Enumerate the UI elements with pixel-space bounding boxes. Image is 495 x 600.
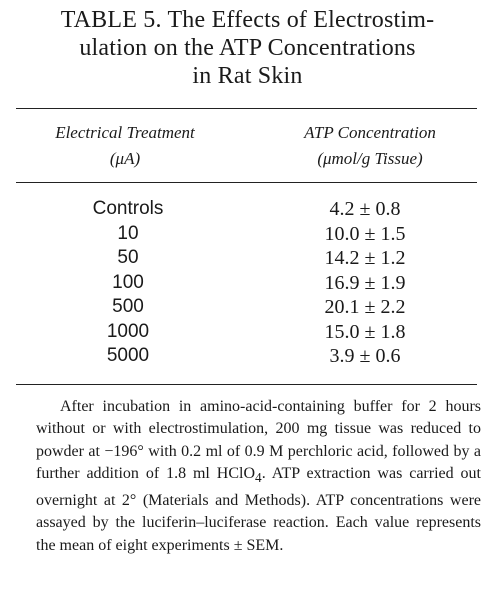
atp-header-unit: (μmol/g Tissue): [317, 149, 423, 168]
footnote-subscript: 4: [255, 470, 262, 486]
treatment-header-label: Electrical Treatment: [55, 123, 195, 142]
atp-cell: 4.2 ± 0.8: [329, 198, 401, 220]
table-row: [0, 246, 495, 271]
footnote-text: . ATP extraction was carried out overnight at 2° (Materials and Methods). ATP concentrations were assayed by the luciferin–luciferase reaction. Each value represents the mean of eight experiments ± SEM.: [36, 465, 481, 554]
treatment-column-header: [30, 120, 220, 172]
table-title: [20, 6, 475, 90]
treatment-cell: Controls: [92, 198, 164, 219]
title-line: ulation on the ATP Concentrations: [79, 35, 416, 61]
table-body: [0, 197, 495, 369]
treatment-header-unit: (μA): [109, 149, 141, 168]
table-footnote: [36, 396, 481, 557]
atp-cell: 15.0 ± 1.8: [324, 320, 406, 343]
table-row: [0, 295, 495, 320]
treatment-cell: 1000: [106, 320, 150, 342]
table-row: [0, 222, 495, 247]
title-line: in Rat Skin: [192, 63, 303, 89]
atp-cell: 14.2 ± 1.2: [324, 247, 406, 269]
treatment-cell: 10: [117, 222, 139, 244]
atp-cell: 3.9 ± 0.6: [329, 345, 401, 367]
table-row: [0, 344, 495, 369]
treatment-cell: 5000: [106, 345, 150, 366]
atp-cell: 10.0 ± 1.5: [324, 222, 406, 245]
table-row: [0, 271, 495, 296]
treatment-cell: 50: [117, 247, 139, 268]
title-line: TABLE 5. The Effects of Electrostim-: [60, 7, 435, 33]
atp-cell: 16.9 ± 1.9: [324, 271, 406, 294]
atp-cell: 20.1 ± 2.2: [324, 296, 406, 318]
footnote-text: After incubation in amino-acid-containing buffer for 2 hours without or with electrostimulation, 200 mg tissue was reduced to powder at −196° with 0.2 ml of 0.9 M perchloric acid, followed by a further addition of 1.8 ml HClO: [36, 398, 481, 483]
bottom-rule: [16, 384, 477, 385]
top-rule: [16, 108, 477, 109]
table-row: [0, 320, 495, 345]
table-row: [0, 197, 495, 222]
treatment-cell: 100: [112, 271, 144, 293]
atp-header-label: ATP Concentration: [304, 123, 436, 142]
header-rule: [16, 182, 477, 183]
atp-column-header: [270, 120, 470, 172]
treatment-cell: 500: [112, 296, 144, 317]
